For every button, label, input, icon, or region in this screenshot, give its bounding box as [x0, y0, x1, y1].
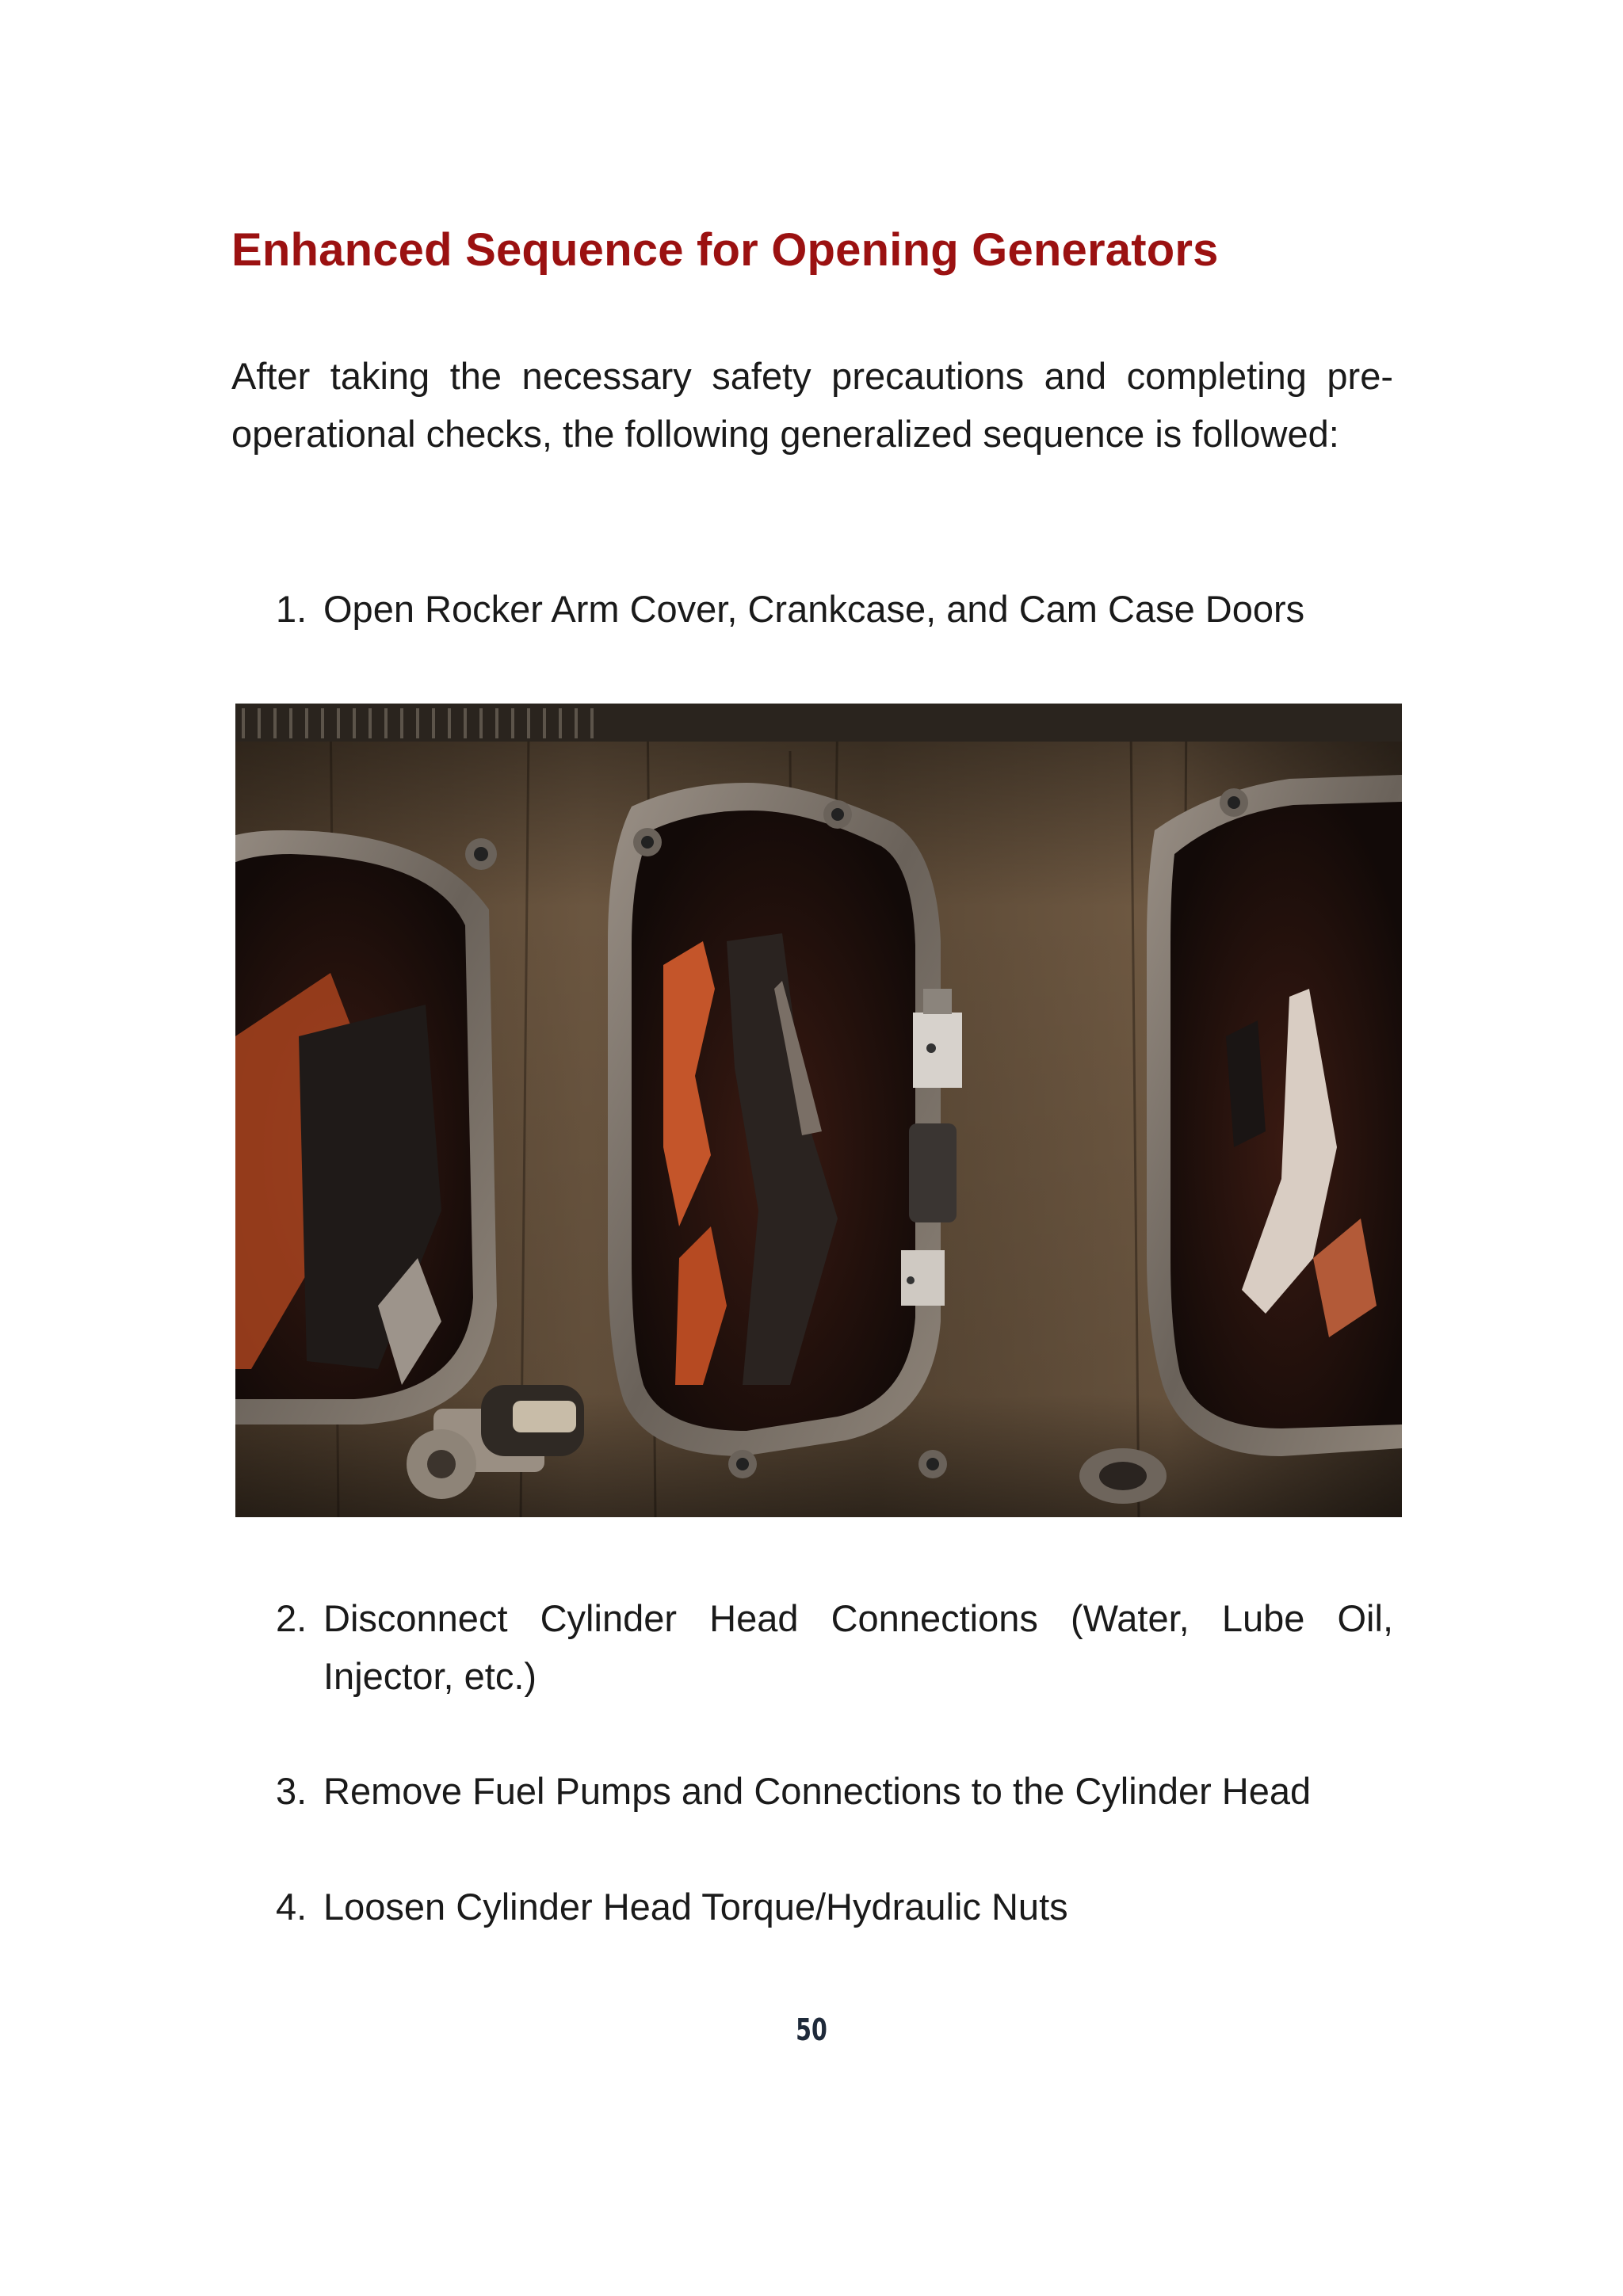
list-item-number: 4. [276, 1886, 307, 1928]
list-item-number: 1. [276, 588, 307, 630]
list-item-number: 3. [276, 1770, 307, 1812]
list-item [276, 1589, 1393, 1705]
intro-paragraph: After taking the necessary safety precautions and completing pre-operational checks, the following generalized sequence is followed: [231, 355, 1393, 455]
list-item [276, 580, 1393, 638]
list-item-text: Loosen Cylinder Head Torque/Hydraulic Nuts [323, 1886, 1068, 1928]
engine-crankcase-doors-photo [235, 704, 1402, 1517]
list-item [276, 1762, 1393, 1820]
list-item-text: Open Rocker Arm Cover, Crankcase, and Cam Case Doors [323, 588, 1305, 630]
page-number: 50 [796, 2012, 827, 2047]
list-item-text: Disconnect Cylinder Head Connections (Water, Lube Oil, Injector, etc.) [323, 1597, 1393, 1697]
section-heading: Enhanced Sequence for Opening Generators [231, 224, 1219, 276]
list-item [276, 1878, 1393, 1936]
list-item-number: 2. [276, 1597, 307, 1639]
list-item-text: Remove Fuel Pumps and Connections to the Cylinder Head [323, 1770, 1312, 1812]
